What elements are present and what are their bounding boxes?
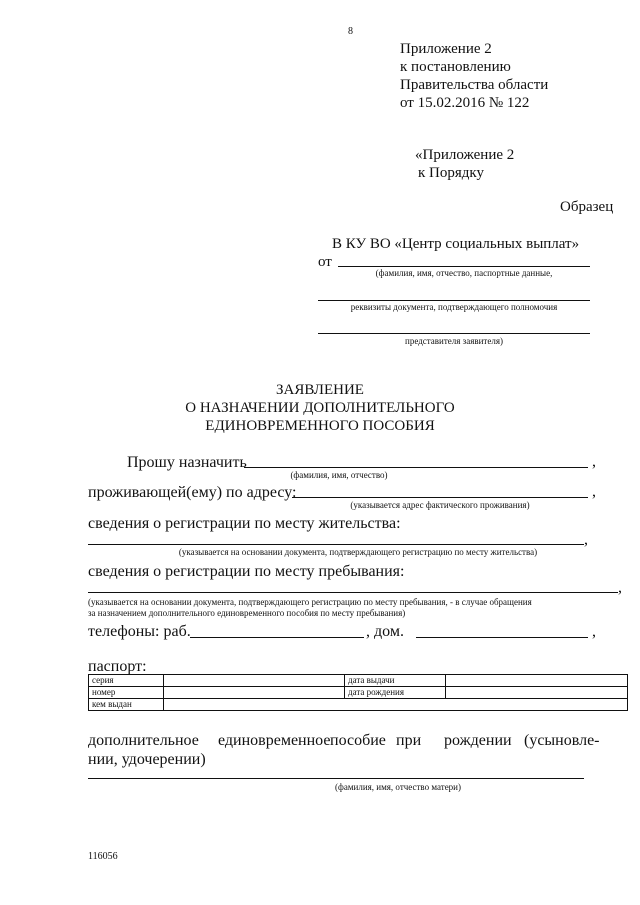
addressee-caption-1: (фамилия, имя, отчество, паспортные данные, xyxy=(375,268,553,278)
order-appendix-line-2: к Порядку xyxy=(418,165,484,181)
passport-number-label: номер xyxy=(89,687,164,699)
passport-number-value[interactable] xyxy=(164,687,345,699)
benefit-word-2: единовременное xyxy=(218,732,331,749)
footer-code: 116056 xyxy=(88,851,118,862)
appendix-line-3: Правительства области xyxy=(400,77,549,93)
residence-comma: , xyxy=(584,531,588,548)
passport-issued-by-label: кем выдан xyxy=(89,699,164,711)
passport-issue-date-label: дата выдачи xyxy=(345,675,446,687)
addressee-caption-2: реквизиты документа, подтверждающего полномочия xyxy=(350,302,558,312)
stay-caption-1: (указывается на основании документа, подтверждающего регистрацию по месту пребывания, - в случае обращения xyxy=(88,597,532,607)
appendix-line-1: Приложение 2 xyxy=(400,41,492,57)
passport-issued-by-value[interactable] xyxy=(164,699,628,711)
request-name-line[interactable] xyxy=(244,467,588,468)
appendix-line-2: к постановлению xyxy=(400,59,511,75)
benefit-word-4: при xyxy=(396,732,422,749)
addressee-line-1[interactable] xyxy=(338,266,590,267)
benefit-word-1: дополнительное xyxy=(88,732,199,749)
mother-caption: (фамилия, имя, отчество матери) xyxy=(335,782,461,792)
residence-label: сведения о регистрации по месту жительства: xyxy=(88,515,401,532)
passport-issue-date-value[interactable] xyxy=(446,675,628,687)
passport-row-issued-by xyxy=(89,699,628,711)
benefit-line-2: нии, удочерении) xyxy=(88,751,206,768)
passport-table xyxy=(88,674,628,711)
request-label: Прошу назначить xyxy=(127,454,247,471)
addressee-caption-3: представителя заявителя) xyxy=(405,336,503,346)
passport-row-number xyxy=(89,687,628,699)
stay-label: сведения о регистрации по месту пребывания: xyxy=(88,563,405,580)
addressee-line-2[interactable] xyxy=(318,300,590,301)
benefit-word-3: пособие xyxy=(330,732,386,749)
passport-row-series xyxy=(89,675,628,687)
benefit-word-5: рождении xyxy=(444,732,512,749)
passport-series-value[interactable] xyxy=(164,675,345,687)
passport-birth-date-value[interactable] xyxy=(446,687,628,699)
benefit-word-6: (усыновле- xyxy=(524,732,600,749)
title-line-3: ЕДИНОВРЕМЕННОГО ПОСОБИЯ xyxy=(205,418,435,434)
residence-line[interactable] xyxy=(88,544,584,545)
addressee-from-label: от xyxy=(318,254,332,270)
home-phone-label: , дом. xyxy=(366,623,404,640)
stay-line[interactable] xyxy=(88,592,618,593)
address-comma: , xyxy=(592,483,596,500)
passport-label: паспорт: xyxy=(88,658,147,675)
title-line-1: ЗАЯВЛЕНИЕ xyxy=(276,382,364,398)
residence-caption: (указывается на основании документа, подтверждающего регистрацию по месту жительства) xyxy=(178,547,538,557)
mother-name-line[interactable] xyxy=(88,778,584,779)
passport-series-label: серия xyxy=(89,675,164,687)
order-appendix-line-1: «Приложение 2 xyxy=(415,147,515,163)
page-number: 8 xyxy=(348,26,353,37)
request-caption: (фамилия, имя, отчество) xyxy=(290,470,388,480)
addressee-to: В КУ ВО «Центр социальных выплат» xyxy=(332,236,580,252)
phones-comma: , xyxy=(592,623,596,640)
title-line-2: О НАЗНАЧЕНИИ ДОПОЛНИТЕЛЬНОГО xyxy=(185,400,455,416)
passport-birth-date-label: дата рождения xyxy=(345,687,446,699)
appendix-line-4: от 15.02.2016 № 122 xyxy=(400,95,530,111)
address-label: проживающей(ему) по адресу: xyxy=(88,484,297,501)
phones-label: телефоны: раб. xyxy=(88,623,191,640)
stay-caption-2: за назначением дополнительного единовременного пособия по месту пребывания) xyxy=(88,608,406,618)
sample-label: Образец xyxy=(560,199,614,215)
stay-comma: , xyxy=(618,579,622,596)
work-phone-line[interactable] xyxy=(190,637,364,638)
request-comma: , xyxy=(592,453,596,470)
addressee-line-3[interactable] xyxy=(318,333,590,334)
address-line[interactable] xyxy=(292,497,588,498)
home-phone-line[interactable] xyxy=(416,637,588,638)
address-caption: (указывается адрес фактического проживания) xyxy=(350,500,530,510)
